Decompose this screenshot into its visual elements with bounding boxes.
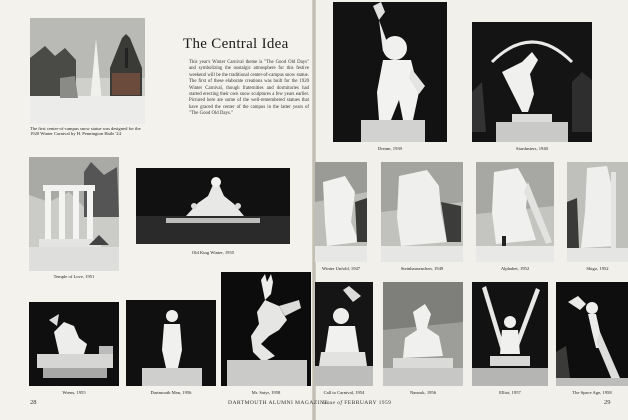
photo-alphabet — [476, 162, 554, 262]
magazine-name: DARTMOUTH ALUMNI MAGAZINE — [228, 400, 329, 406]
caption-skigo: Skigo, 1952 — [586, 266, 609, 271]
photo-nanook — [383, 282, 463, 386]
intro-paragraph: This year's Winter Carnival theme is "The Good Old Days" and symbolizing the nostalgic atmosphere for this festive weekend will be the traditional center-of-campus snow statue. The first of these elaborate creations was built for the 1920 Winter Carnival, though fraternities and dormitories had started erecting their own snow sculptures a few years earlier. Pictured here are some of the well-remembered statues that have graced the center of the campus in the latter years of "The Good Old Days." — [189, 60, 309, 117]
caption-alphabet: Alphabet, 1952 — [500, 266, 530, 271]
caption-steinhausenchen: Steinhausenchen, 1949 — [400, 266, 444, 271]
photo-elliot — [472, 282, 548, 386]
caption-elliot: Elliot, 1957 — [499, 390, 521, 395]
caption-temple-of-love: Temple of Love, 1951 — [53, 274, 95, 279]
photo-old-king-winter — [136, 168, 290, 244]
photo-call-to-carnival — [315, 282, 373, 386]
caption-first-statue: The first center-of-campus snow statue was designed for the 1920 Winter Carnival by H. Pennington Haile '24 — [30, 126, 141, 137]
caption-call-to-carnival: Call to Carnival, 1954 — [323, 390, 365, 395]
caption-wrens: Wrens, 1955 — [62, 390, 86, 395]
photo-first-statue — [30, 18, 145, 124]
photo-wrens — [29, 302, 119, 386]
page-number-left: 28 — [30, 399, 37, 406]
caption-old-king-winter: Old King Winter, 1955 — [191, 250, 235, 255]
caption-winter-unfold: Winter Unfold, 1947 — [321, 266, 361, 271]
photo-winter-unfold — [315, 162, 367, 262]
photo-mr-satyr — [221, 272, 311, 386]
article-title: The Central Idea — [183, 36, 289, 52]
photo-dream — [333, 2, 447, 142]
issue-label — [322, 400, 391, 406]
caption-dream: Dream, 1939 — [378, 146, 402, 151]
photo-dartmouth-man — [126, 300, 216, 386]
issue-date: FEBRUARY 1959 — [344, 400, 392, 406]
caption-space-age: The Space Age, 1958 — [572, 390, 612, 395]
caption-nanook: Nanook, 1956 — [409, 390, 437, 395]
caption-stardusters: Stardusters, 1940 — [516, 146, 548, 151]
photo-skigo — [567, 162, 628, 262]
photo-stardusters — [472, 22, 592, 142]
photo-temple-of-love — [29, 157, 119, 271]
caption-dartmouth-man: Dartmouth Man, 1956 — [150, 390, 192, 395]
photo-steinhausenchen — [381, 162, 463, 262]
caption-mr-satyr: Mr. Satyr, 1958 — [251, 390, 281, 395]
photo-space-age — [556, 282, 628, 386]
issue-prefix: Issue of — [322, 400, 343, 406]
page-number-right: 29 — [604, 399, 611, 406]
